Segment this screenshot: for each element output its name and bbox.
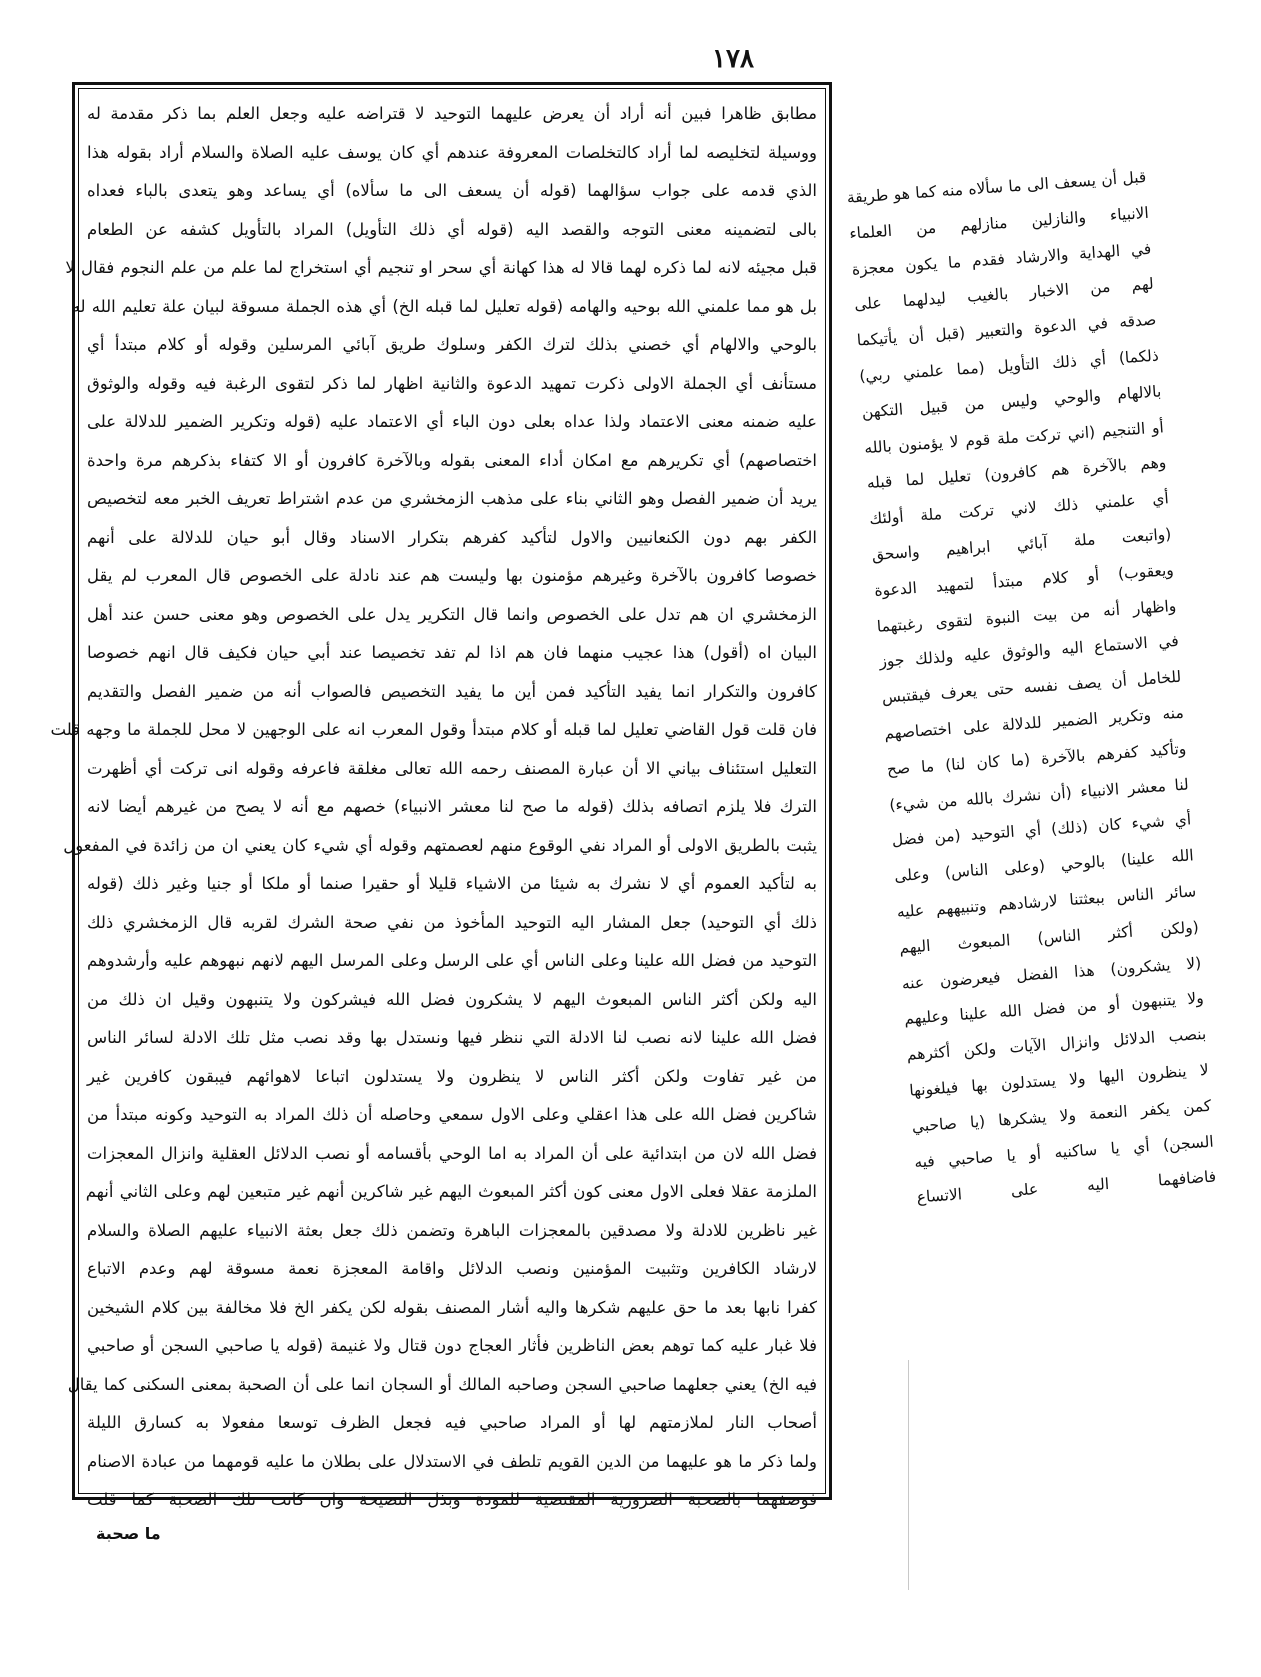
margin-note-line: (لا يشكرون) هذا الفضل فيعرضون عنه bbox=[901, 953, 1202, 993]
margin-note-line: في الهداية والارشاد فقدم ما يكون معجزة bbox=[851, 239, 1152, 279]
main-text-line: فيه الخ) يعني جعلهما صاحبي السجن وصاحبه المالك أو السجان انما على أن الصحبة بمعنى السكنى كما يقال bbox=[67, 1374, 817, 1394]
catchword: ما صحبة bbox=[96, 1524, 161, 1543]
main-text-line: اليه ولكن أكثر الناس المبعوث اليهم لا يشكرون فضل الله فيشركون ولا يتنبهون وقيل ان ذلك من bbox=[87, 989, 817, 1009]
margin-note-line: كمن يكفر النعمة ولا يشكرها (يا صاحبي bbox=[911, 1096, 1212, 1136]
margin-rule bbox=[908, 1360, 909, 1590]
main-text-line: قبل مجيئه لانه لما ذكره لهما قالا له هذا كهانة أي سحر او تنجيم أي استخراج لما علم من علم النجوم فقال لا bbox=[65, 258, 817, 277]
main-text-line: الترك فلا يلزم اتصافه بذلك (قوله ما صح لنا معشر الانبياء) خصهم مع أنه لا يصح من غيرهم أيضا لانه bbox=[87, 797, 817, 816]
margin-note-line: (ولكن أكثر الناس) المبعوث اليهم bbox=[898, 917, 1200, 957]
margin-note-line: فاضافهما اليه على الاتساع bbox=[916, 1167, 1217, 1207]
margin-note-line: ولا يتنبهون أو من فضل الله علينا وعليهم bbox=[903, 989, 1205, 1029]
margin-note-line: للخامل أن يصف نفسه حتى يعرف فيقتبس bbox=[881, 667, 1182, 707]
margin-note-line: وتأكيد كفرهم بالآخرة (ما كان لنا) ما صح bbox=[886, 739, 1187, 779]
main-text-line: خصوصا كافرون بالآخرة وغيرهم مؤمنون بها وليست هم عند نادلة على الخصوص قال المعرب لم يقل bbox=[87, 566, 817, 585]
margin-note-line: الله علينا) بالوحي (وعلى الناس) وعلى bbox=[893, 846, 1195, 886]
main-text-line: الزمخشري ان هم تدل على الخصوص وانما قال التكرير يدل على الخصوص وهو معنى حسن عند أهل bbox=[87, 604, 817, 624]
margin-note-line: الانبياء والنازلين منازلهم من العلماء bbox=[848, 203, 1150, 243]
margin-note-line: في الاستماع اليه والوثوق عليه ولذلك جوز bbox=[878, 632, 1180, 672]
main-text-line: به لتأكيد العموم أي لا نشرك به شيئا من الاشياء قليلا أو حقيرا صنما أو ملكا أو جنيا وغير ذلك (قوله bbox=[87, 874, 817, 893]
margin-commentary-text bbox=[846, 160, 1217, 1207]
page-number: ١٧٨ bbox=[712, 44, 754, 74]
main-text-line: يثبت بالطريق الاولى أو المراد نفي الوقوع منهم لعصمتهم وقوله أي شيء كان يعني ان من زائدة في المفعول bbox=[63, 835, 817, 855]
margin-note-line: السجن) أي يا ساكنيه أو يا صاحبي فيه bbox=[913, 1132, 1215, 1172]
main-text-line: الذي قدمه على جواب سؤالهما (قوله أن يسعف الى ما سألاه) أي يساعد وهو يتعدى بالباء فعداه bbox=[87, 181, 817, 200]
main-text-line: فضل الله علينا لانه نصب لنا الادلة التي ننظر فيها ونستدل بها وقد نصب مثل تلك الادلة لسائر الناس bbox=[87, 1028, 817, 1047]
main-text-line: الملزمة عقلا فعلى الاول معنى كون أكثر المبعوث اليهم غير شاكرين أنهم غير متبعين لهم وعلى الثاني أنهم bbox=[85, 1182, 817, 1201]
main-text-line: التعليل استئناف بياني الا أن عبارة المصنف رحمه الله تعالى مغلقة فاعرفه وقوله انى تركت أي أظهرت bbox=[87, 758, 817, 778]
main-text-line: كافرون والتكرار انما يفيد التأكيد فمن أين ما يفيد التخصيص فالصواب أنه من ضمير الفصل والتقديم bbox=[87, 681, 817, 701]
margin-note-line: أي شيء كان (ذلك) أي التوحيد (من فضل bbox=[891, 810, 1192, 850]
main-text-line: التوحيد من فضل الله علينا وعلى الناس أي على الرسل وعلى المرسل اليهم لانهم نبهوهم عليه وأرشدوهم bbox=[87, 951, 817, 970]
main-text-line: ووسيلة لتخليصه لما أراد كالتخلصات المعروفة عندهم أي كان يوسف عليه الصلاة والسلام أراد بقوله هذا bbox=[87, 142, 817, 162]
margin-note-line: منه وتكرير الضمير للدلالة على اختصاصهم bbox=[883, 703, 1185, 743]
margin-note-line: أي علمني ذلك لاني تركت ملة أولئك bbox=[868, 489, 1170, 529]
margin-note-line: بنصب الدلائل وانزال الآيات ولكن أكثرهم bbox=[906, 1025, 1207, 1064]
margin-note-line: أو التنجيم (اني تركت ملة قوم لا يؤمنون بالله bbox=[863, 417, 1165, 457]
main-text-line: فلا غبار عليه كما توهم بعض الناظرين فأثار العجاج دون قتال ولا غنيمة (قوله يا صاحبي السجن أو صاحبي bbox=[87, 1336, 817, 1355]
main-text-line: الكفر بهم دون الكنعانيين والاول لتأكيد كفرهم بتكرار الاسناد وقال أبو حيان للدلالة على أنهم bbox=[87, 527, 817, 547]
main-text-line: ذلك أي التوحيد) جعل المشار اليه التوحيد المأخوذ من نفي صحة الشرك لقربه قال الزمخشري ذلك bbox=[87, 912, 817, 932]
margin-note-line: صدقه في الدعوة والتعبير (قبل أن يأتيكما bbox=[856, 310, 1157, 350]
main-text-line: مستأنف أي الجملة الاولى ذكرت تمهيد الدعوة والثانية اظهار لما ذكر لتقوى الرغبة فيه وقوله والوثوق bbox=[87, 373, 817, 393]
main-text-line: غير ناظرين للادلة ولا مصدقين بالمعجزات الباهرة وتضمن ذلك جعل بعثة الانبياء عليهم الصلاة والسلام bbox=[87, 1220, 817, 1240]
main-text-line: البيان اه (أقول) هذا عجيب منهما فان هم اذا لم تفد تخصيصا عند أبي حيان فكيف قال انهم خصوصا bbox=[87, 643, 817, 662]
main-text-line: عليه ضمنه معنى الاعتماد ولذا عداه بعلى دون الباء أي الاعتماد عليه (قوله وتكرير الضمير للدلالة على bbox=[87, 412, 817, 431]
main-text-line: ولما ذكر ما هو عليهما من الدين القويم تلطف في الاستدلال على بطلان ما عليه قومهما من عبادة الاصنام bbox=[87, 1451, 817, 1471]
main-text-line: لارشاد الكافرين وتثبيت المؤمنين ونصب الدلائل واقامة المعجزة نعمة مسوقة لهم وعدم الاتباع bbox=[87, 1259, 817, 1278]
main-text-line: بالى لتضمينه معنى التوجه والقصد اليه (قوله أي ذلك التأويل) المراد بالتأويل كشفه عن الطعام bbox=[87, 219, 817, 239]
margin-note-line: وهم بالآخرة هم كافرون) تعليل لما قبله bbox=[866, 453, 1167, 493]
margin-note-line: واظهار أنه من بيت النبوة لتقوى رغبتهما bbox=[876, 596, 1177, 636]
margin-note-line: ذلكما) أي ذلك التأويل (مما علمني ربي) bbox=[858, 346, 1160, 386]
main-text-line: فوصفهما بالصحبة الضرورية المقتضية للمودة وبذل النصيحة وان كانت تلك الصحبة كما قلت bbox=[87, 1490, 817, 1509]
main-text-line: أصحاب النار لملازمتهم لها أو المراد صاحبي فيه فجعل الظرف توسعا مفعولا به كسارق الليلة bbox=[87, 1413, 817, 1432]
main-text-frame bbox=[50, 82, 832, 1509]
main-text-line: كفرا نابها بعد ما حق عليهم شكرها واليه أشار المصنف بقوله لكن يكفر الخ فلا مخالفة بين كلام الشيخين bbox=[87, 1297, 817, 1317]
main-text-line: اختصاصهم) أي تكريرهم مع امكان أداء المعنى بقوله وبالآخرة كافرون أو الا كتفاء بذكرهم مرة واحدة bbox=[87, 450, 817, 470]
margin-note-line: لهم من الاخبار بالغيب ليدلهما على bbox=[853, 275, 1155, 314]
main-text-line: مطابق ظاهرا فبين أنه أراد أن يعرض عليهما التوحيد لا قتراضه عليه وجعل العلم بما ذكر مقدمة له bbox=[87, 104, 817, 123]
main-text-line: يريد أن ضمير الفصل وهو الثاني بناء على مذهب الزمخشري من عدم اشتراط تعريف الخبر معه لتخصيص bbox=[87, 489, 817, 508]
margin-note-line: لنا معشر الانبياء (أن نشرك بالله من شيء) bbox=[888, 775, 1190, 814]
margin-note-line: بالالهام والوحي وليس من قبيل التكهن bbox=[861, 382, 1162, 422]
main-text-line: بالوحي والالهام أي خصني بذلك لترك الكفر وسلوك طريق آبائي المرسلين وقوله أو كلام مبتدأ أي bbox=[87, 335, 817, 354]
margin-note-line: لا ينظرون اليها ولا يستدلون بها فيلغونها bbox=[908, 1060, 1210, 1100]
main-text-line: بل هو مما علمني الله بوحيه والهامه (قوله تعليل لما قبله الخ) أي هذه الجملة مسوقة لبيان علة تعليم الله له bbox=[71, 296, 817, 316]
main-commentary-text bbox=[50, 95, 817, 1509]
margin-note-line: (واتبعت ملة آبائي ابراهيم واسحق bbox=[871, 525, 1172, 564]
main-text-line: شاكرين فضل الله على هذا اعقلي وعلى الاول سمعي وحاصله أن ذلك المراد به التوحيد وكونه مبتدأ من bbox=[87, 1105, 817, 1124]
margin-note-line: ويعقوب) أو كلام مبتدأ لتمهيد الدعوة bbox=[873, 560, 1175, 600]
main-text-line: فان قلت قول القاضي تعليل لما قبله أو كلام مبتدأ وقول المعرب انه على الوجهين لا محل للجملة ما وجهه قلت bbox=[50, 720, 817, 739]
main-text-line: فضل الله لان من ابتدائية على أن المراد به اما الوحي بأقسامه أو نصب الدلائل العقلية وانزال المعجزات bbox=[87, 1143, 817, 1163]
main-text-line: من غير تفاوت ولكن أكثر الناس لا ينظرون ولا يستدلون اتباعا لاهوائهم فيبقون كافرين غير bbox=[87, 1066, 817, 1086]
margin-note-line: سائر الناس ببعثتنا لارشادهم وتنبيههم عليه bbox=[896, 882, 1197, 922]
margin-note-line: قبل أن يسعف الى ما سألاه منه كما هو طريقة bbox=[846, 167, 1147, 207]
